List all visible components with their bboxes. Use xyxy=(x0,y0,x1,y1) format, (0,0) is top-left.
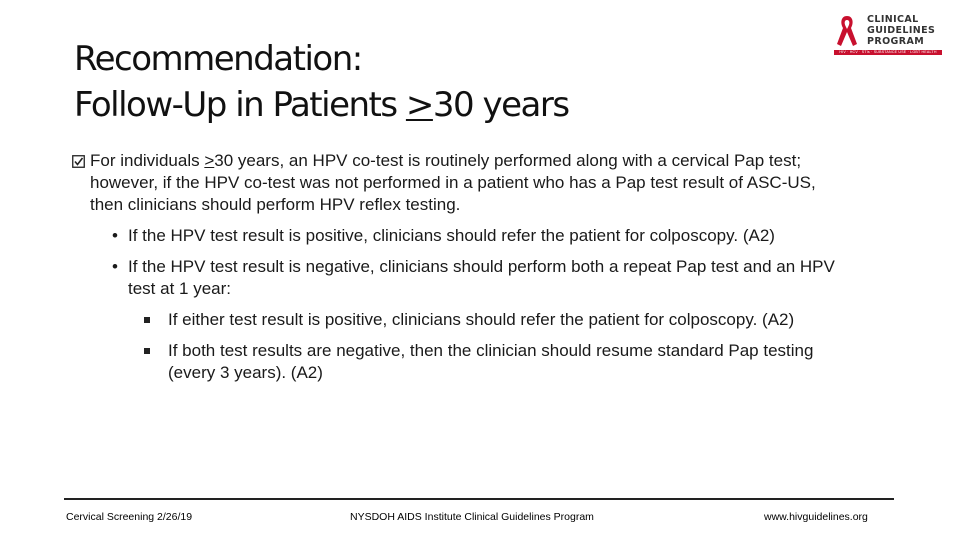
footer-left: Cervical Screening 2/26/19 xyxy=(66,511,193,523)
logo-line-1: CLINICAL xyxy=(867,14,919,25)
main-text-prefix: For individuals xyxy=(90,151,205,170)
slide-title xyxy=(74,36,569,128)
square-bullet-icon xyxy=(144,317,150,323)
sub-either-positive-text: If either test result is positive, clinicians should refer the patient for colposcopy. (A2) xyxy=(168,310,795,329)
bullet-dot-icon: • xyxy=(112,257,118,276)
logo-line-2: GUIDELINES xyxy=(867,25,936,36)
logo-line-3: PROGRAM xyxy=(867,36,925,47)
red-ribbon-icon xyxy=(834,14,860,48)
bullet-negative-result xyxy=(72,256,852,300)
title-ge-symbol: > xyxy=(405,85,433,125)
sub-bullet-either-positive xyxy=(72,309,852,331)
bullet-positive-result xyxy=(72,225,852,247)
square-bullet-icon xyxy=(144,348,150,354)
title-line-2-prefix: Follow-Up in Patients xyxy=(74,85,406,125)
logo-tagline: HIV · HCV · STIs · SUBSTANCE USE · LGBT HEALTH xyxy=(834,50,942,55)
main-recommendation xyxy=(72,150,852,216)
bullet-negative-text: If the HPV test result is negative, clinicians should perform both a repeat Pap test and an HPV test at 1 year: xyxy=(128,257,835,298)
footer-url[interactable]: www.hivguidelines.org xyxy=(764,511,868,523)
sub-bullet-both-negative xyxy=(72,340,852,384)
bullet-positive-text: If the HPV test result is positive, clinicians should refer the patient for colposcopy. (A2) xyxy=(128,226,775,245)
sub-both-negative-text: If both test results are negative, then the clinician should resume standard Pap testing (every 3 years). (A2) xyxy=(168,341,814,382)
checkbox-checked-icon xyxy=(72,155,85,168)
main-ge-symbol: > xyxy=(204,151,215,170)
footer-divider xyxy=(64,498,894,500)
title-line-2-suffix: 30 years xyxy=(432,85,569,125)
logo-text xyxy=(867,14,935,47)
footer-center: NYSDOH AIDS Institute Clinical Guidelines Program xyxy=(350,511,594,523)
title-line-1: Recommendation: xyxy=(74,39,362,79)
main-text-suffix: 30 years, an HPV co-test is routinely performed along with a cervical Pap test; however, if the HPV co-test was not performed in a patient who has a Pap test result of ASC-US, then clinicians should perform HPV reflex testing. xyxy=(90,151,816,214)
slide-body xyxy=(72,150,852,384)
clinical-guidelines-logo xyxy=(834,12,942,58)
bullet-dot-icon: • xyxy=(112,226,118,245)
